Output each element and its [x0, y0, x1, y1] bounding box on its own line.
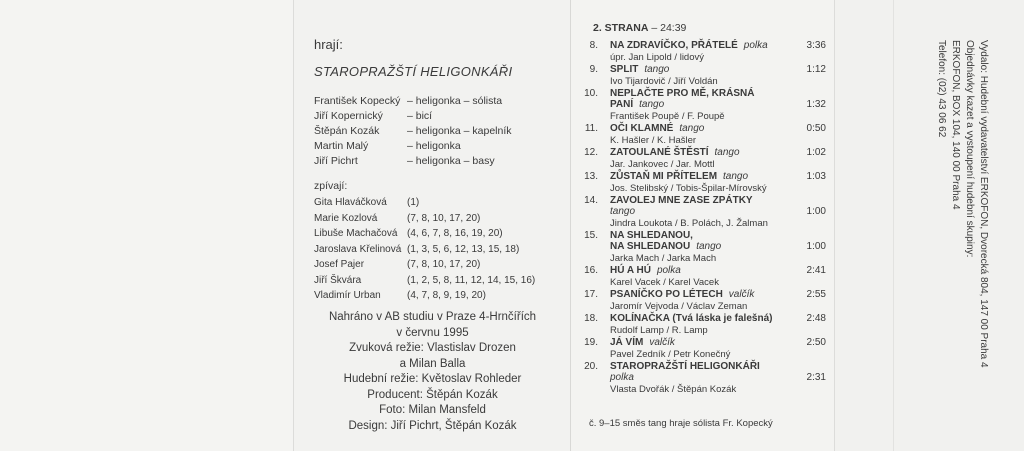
spine-fold [893, 0, 894, 451]
track-duration: 1:03 [806, 171, 826, 182]
track-number: 18. [584, 313, 598, 324]
track-title-line2 [610, 99, 754, 110]
track-title-block [610, 230, 721, 252]
track-duration: 2:41 [806, 265, 826, 276]
track-number: 10. [584, 88, 598, 99]
track-authors: Jindra Loukota / B. Polách, J. Žalman [610, 218, 768, 229]
track-number: 20. [584, 361, 598, 372]
inlay-tracklist-panel [570, 0, 835, 451]
track-genre: valčík [649, 337, 675, 348]
singer-name: Jiří Škvára [314, 274, 362, 286]
musician-role: – bicí [407, 110, 433, 122]
track-duration: 1:12 [806, 64, 826, 75]
track-number: 13. [584, 171, 598, 182]
credit-line: v červnu 1995 [396, 326, 469, 339]
musician-name: Martin Malý [314, 140, 369, 152]
credit-line: Nahráno v AB studiu v Praze 4-Hrnčířích [328, 311, 537, 323]
musician-role: – heligonka [407, 140, 461, 152]
track-title: OČI KLAMNÉ [610, 123, 674, 134]
track-title: ZATOULANÉ ŠTĚSTÍ [610, 147, 709, 158]
singer-name: Jaroslava Křelinová [314, 243, 402, 255]
label-zpivaji: zpívají: [314, 180, 348, 192]
track-authors: Jar. Jankovec / Jar. Mottl [610, 159, 715, 170]
track-number: 14. [584, 195, 598, 206]
inlay-credits-panel [293, 0, 571, 451]
singer-songs: (1, 3, 5, 6, 12, 13, 15, 18) [407, 243, 520, 255]
track-genre: tango [644, 64, 670, 75]
singer-songs: (7, 8, 10, 17, 20) [407, 212, 481, 224]
track-duration: 1:32 [806, 99, 826, 110]
track-genre: tango [723, 171, 749, 182]
production-credits [294, 310, 571, 434]
track-title: NA ZDRAVÍČKO, PŘÁTELÉ [610, 40, 738, 51]
track-authors: K. Hašler / K. Hašler [610, 135, 697, 146]
inlay-blank-flap [0, 0, 293, 451]
credit-line: Hudební režie: Květoslav Rohleder [343, 373, 522, 385]
track-title-cont: NA SHLEDANOU [610, 241, 691, 252]
musician-name: František Kopecký [314, 95, 401, 107]
track-genre: polka [610, 372, 634, 383]
track-authors: František Poupě / F. Poupě [610, 111, 725, 122]
address-line: ERKOFON, BOX 104, 140 00 Praha 4 [950, 40, 961, 210]
track-title: ZAVOLEJ MNE ZASE ZPÁTKY [610, 195, 753, 206]
singer-name: Marie Kozlová [314, 212, 378, 224]
tracklist-note: č. 9–15 směs tang hraje sólista Fr. Kopecký [589, 418, 773, 429]
track-number: 16. [584, 265, 598, 276]
track-authors: úpr. Jan Lipold / lidový [610, 52, 705, 63]
track-title-block [610, 337, 675, 348]
track-authors: Jarka Mach / Jarka Mach [610, 253, 717, 264]
side-label: 2. STRANA [593, 22, 649, 34]
track-title-block [610, 40, 768, 51]
track-duration: 0:50 [806, 123, 826, 134]
track-number: 15. [584, 230, 598, 241]
track-duration: 2:50 [806, 337, 826, 348]
track-genre: polka [656, 265, 681, 276]
track-title-block [610, 361, 760, 383]
track-title: HÚ A HÚ [610, 265, 651, 276]
track-number: 17. [584, 289, 598, 300]
track-authors: Jaromír Vejvoda / Václav Zeman [610, 301, 748, 312]
track-duration: 1:00 [806, 241, 826, 252]
track-genre: tango [610, 206, 636, 217]
musician-name: Jiří Pichrt [314, 155, 358, 167]
track-title-block [610, 171, 748, 182]
musician-role: – heligonka – basy [407, 155, 495, 167]
track-title: STAROPRAŽŠTÍ HELIGONKÁŘI [610, 361, 760, 372]
track-title-block [610, 88, 754, 110]
inlay-spine-panel [834, 0, 1024, 451]
track-genre: polka [743, 40, 768, 51]
musician-name: Štěpán Kozák [314, 125, 380, 137]
track-title-cont: PANÍ [610, 99, 634, 110]
track-title: SPLIT [610, 64, 639, 75]
track-title-block [610, 147, 740, 158]
singer-name: Vladimír Urban [314, 290, 381, 301]
track-genre: tango [714, 147, 740, 158]
track-title: NA SHLEDANOU, [610, 230, 693, 241]
track-number: 9. [589, 64, 598, 75]
track-authors: Vlasta Dvořák / Štěpán Kozák [610, 384, 737, 395]
track-authors: Karel Vacek / Karel Vacek [610, 277, 719, 288]
track-number: 12. [584, 147, 598, 158]
singer-songs: (4, 6, 7, 8, 16, 19, 20) [407, 228, 503, 239]
credit-line: Producent: Štěpán Kozák [367, 388, 498, 401]
track-title: ZŮSTAŇ MI PŘÍTELEM [610, 171, 718, 182]
track-number: 11. [584, 123, 598, 134]
track-title-block [610, 64, 669, 75]
singer-songs: (4, 7, 8, 9, 19, 20) [407, 290, 486, 301]
phone-line: Telefon: (02) 43 06 62 [936, 40, 947, 138]
track-duration: 1:02 [806, 147, 826, 158]
track-duration: 3:36 [806, 40, 826, 51]
track-number: 19. [584, 337, 598, 348]
track-title-line2 [610, 241, 721, 252]
track-title: PSANÍČKO PO LÉTECH [610, 289, 723, 300]
track-title-block [610, 195, 753, 217]
singer-songs: (7, 8, 10, 17, 20) [407, 259, 481, 270]
track-authors: Jos. Stelibský / Tobis-Špilar-Mírovský [610, 183, 767, 194]
singer-songs: (1) [407, 197, 420, 208]
track-genre: tango [696, 241, 722, 252]
track-genre: tango [679, 123, 705, 134]
credit-line: a Milan Balla [399, 357, 466, 370]
singer-name: Libuše Machačová [314, 228, 398, 239]
singer-songs: (1, 2, 5, 8, 11, 12, 14, 15, 16) [407, 274, 536, 286]
track-title-block [610, 123, 704, 134]
track-title: KOLÍNAČKA (Tvá láska je falešná) [610, 313, 773, 324]
track-number: 8. [589, 40, 598, 51]
track-genre: valčík [728, 289, 755, 300]
label-hraji: hrají: [314, 37, 343, 52]
track-duration: 2:31 [806, 372, 826, 383]
track-authors: Pavel Zedník / Petr Konečný [610, 349, 731, 360]
publisher-line: Vydalo: Hudební vydavatelství ERKOFON, Dvorecká 804, 147 00 Praha 4 [978, 40, 989, 368]
track-duration: 2:55 [806, 289, 826, 300]
side-time: – 24:39 [651, 22, 687, 34]
musician-name: Jiří Kopernický [314, 110, 383, 122]
orders-line: Objednávky kazet a vystoupení hudební skupiny: [964, 40, 975, 258]
track-title-block [610, 313, 772, 324]
musician-role: – heligonka – kapelník [407, 125, 512, 137]
track-genre: tango [639, 99, 665, 110]
track-duration: 2:48 [806, 313, 826, 324]
track-title-block [610, 289, 754, 300]
side-heading [593, 22, 686, 34]
track-title: NEPLAČTE PRO MĚ, KRÁSNÁ [610, 88, 755, 99]
credit-line: Design: Jiří Pichrt, Štěpán Kozák [348, 419, 517, 432]
singer-name: Gita Hlaváčková [314, 197, 387, 208]
track-duration: 1:00 [806, 206, 826, 217]
track-authors: Rudolf Lamp / R. Lamp [610, 325, 708, 336]
singer-name: Josef Pajer [314, 259, 365, 270]
credit-line: Zvuková režie: Vlastislav Drozen [349, 342, 516, 354]
track-authors: Ivo Tijardovič / Jiří Voldán [610, 76, 718, 87]
track-title-block [610, 265, 681, 276]
musician-role: – heligonka – sólista [407, 95, 503, 107]
track-title: JÁ VÍM [610, 337, 644, 348]
band-name: STAROPRAŽŠTÍ HELIGONKÁŘI [314, 64, 513, 79]
credit-line: Foto: Milan Mansfeld [379, 404, 486, 416]
